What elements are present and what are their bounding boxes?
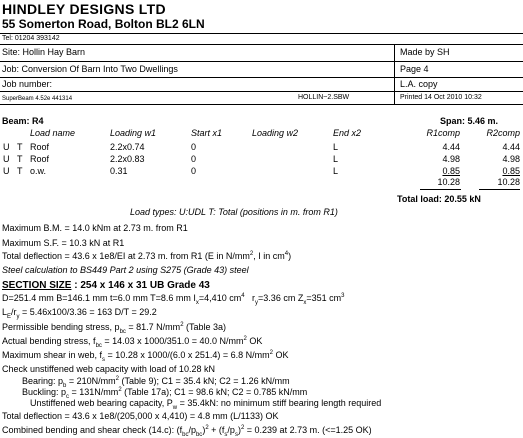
- bearing-check: Bearing: $p_b = 210N/mm^2$ (Table 9); C1 = 35.4 kN; C2 = 1.26 kN/mm: [22, 376, 290, 389]
- load-name: o.w.: [30, 166, 47, 176]
- text: = 35.4kN: no minimum stiff bearing length required: [177, 398, 382, 408]
- r2comp: 0.85: [502, 166, 520, 176]
- text: Unstiffened web bearing capacity, P: [30, 398, 173, 408]
- text: Permissible bending stress, p: [2, 322, 120, 332]
- text: = 0.239 at 2.73 m. (<=1.25 OK): [244, 425, 372, 435]
- load-type-u: U: [3, 142, 10, 152]
- r1comp: 4.44: [442, 142, 460, 152]
- total-deflection-formula: Total deflection = 43.6 x 1e8/EI at 2.73 m. from R1 (E in $N/mm^2$, I in $cm^4$): [2, 251, 292, 261]
- r1comp: 0.85: [442, 166, 460, 176]
- col-loading-w2: Loading w2: [252, 128, 299, 138]
- page-number: Page 4: [400, 64, 429, 74]
- company-tel: Tel: 01204 393142: [2, 35, 60, 42]
- loading-w1: 2.2x0.74: [110, 142, 145, 152]
- text: (Table 9); C1 = 35.4 kN; C2 = 1.26 kN/mm: [119, 376, 290, 386]
- printed-date: Printed 14 Oct 2010 10:32: [400, 94, 482, 101]
- text: =3.36 cm Z: [258, 293, 304, 303]
- beam-span: Span: 5.46 m.: [440, 116, 499, 126]
- load-types-legend: Load types: U:UDL T: Total (positions in m. from R1): [130, 207, 338, 217]
- col-end-x2: End x2: [333, 128, 362, 138]
- text: Maximum shear in web, f: [2, 350, 103, 360]
- text: L: [2, 307, 8, 317]
- total-underline: [479, 189, 520, 190]
- text: Buckling: p: [22, 387, 67, 397]
- section-size: [2, 280, 210, 291]
- col-loading-w1: Loading w1: [110, 128, 157, 138]
- text: =351 cm: [306, 293, 342, 303]
- end-x2: L: [333, 166, 339, 176]
- load-type-t: T: [17, 166, 23, 176]
- text: = 131N/mm: [69, 387, 119, 397]
- job-label: Job: Conversion Of Barn Into Two Dwellings: [2, 64, 178, 74]
- total-underline: [420, 189, 461, 190]
- text: D=251.4 mm B=146.1 mm t=6.0 mm T=8.6 mm I: [2, 293, 196, 303]
- text: OK: [272, 350, 289, 360]
- text: , I in cm: [253, 251, 285, 261]
- start-x1: 0: [191, 154, 197, 164]
- divider: [0, 44, 523, 45]
- text: Combined bending and shear check (14.c): (f: [2, 425, 183, 435]
- text: = 14.03 x 1000/351.0 = 40.0 N/mm: [101, 336, 244, 346]
- section-properties: D=251.4 mm B=146.1 mm t=6.0 mm T=8.6 mm $I_x=4,410$ $cm^4$ $r_y=3.36$ cm $Z_x=351$ $cm^3$: [2, 293, 345, 306]
- text: (Table 17a); C1 = 98.6 kN; C2 = 0.785 kN/mm: [121, 387, 308, 397]
- text: = 5.46x100/3.36 = 163 D/T = 29.2: [19, 307, 157, 317]
- text: OK: [246, 336, 263, 346]
- file-name: HOLLIN~2.SBW: [298, 94, 350, 101]
- text: Total deflection = 43.6 x 1e8/EI at 2.73 m. from R1 (E in N/mm: [2, 251, 250, 261]
- text: (Table 3a): [183, 322, 227, 332]
- col-start-x1: Start x1: [191, 128, 223, 138]
- text: = 10.28 x 1000/(6.0 x 251.4) = 6.8 N/mm: [105, 350, 270, 360]
- text: ): [288, 251, 292, 261]
- divider: [0, 77, 523, 78]
- text: ): [237, 425, 241, 435]
- load-type-t: T: [17, 154, 23, 164]
- text: =4,410 cm: [198, 293, 242, 303]
- text: = 81.7 N/mm: [125, 322, 181, 332]
- text: Bearing: p: [22, 376, 64, 386]
- text: = 210N/mm: [66, 376, 116, 386]
- load-type-t: T: [17, 142, 23, 152]
- text: /p: [227, 425, 235, 435]
- r2comp: 4.98: [502, 154, 520, 164]
- start-x1: 0: [191, 166, 197, 176]
- col-load-name: Load name: [30, 128, 76, 138]
- loading-w1: 2.2x0.83: [110, 154, 145, 164]
- r2comp: 4.44: [502, 142, 520, 152]
- web-capacity-check: Check unstiffened web capacity with load of 10.28 kN: [2, 364, 215, 374]
- load-type-u: U: [3, 166, 10, 176]
- section-label: SECTION SIZE: [2, 280, 72, 291]
- divider: [0, 33, 523, 34]
- loading-w1: 0.31: [110, 166, 128, 176]
- software-version: SuperBeam 4.52e 441314: [2, 96, 73, 102]
- company-address: 55 Somerton Road, Bolton BL2 6LN: [2, 17, 205, 31]
- divider: [0, 104, 523, 105]
- section-value: : 254 x 146 x 31 UB Grade 43: [71, 280, 210, 291]
- r1-total: 10.28: [437, 177, 460, 187]
- divider: [0, 61, 523, 62]
- max-shear-in-web: Maximum shear in web, $f_s = 10.28$ x 1000/(6.0 x 251.4) = 6.8 $N/mm^2$ OK: [2, 350, 289, 363]
- r1comp: 4.98: [442, 154, 460, 164]
- combined-check: Combined bending and shear check (14.c): $(f_{bc}/p_{bc})^2 + (f_s/p_s)^2 = 0.239$ at 2.73 m. (<=1.25 OK): [2, 425, 372, 438]
- job-number-label: Job number:: [2, 79, 53, 89]
- col-r2comp: R2comp: [486, 128, 520, 138]
- made-by: Made by SH: [400, 47, 450, 57]
- text: Actual bending stress, f: [2, 336, 96, 346]
- load-name: Roof: [30, 154, 50, 164]
- site-label: Site: Hollin Hay Barn: [2, 47, 86, 57]
- text: + (f: [208, 425, 225, 435]
- company-name: HINDLEY DESIGNS LTD: [2, 1, 166, 17]
- total-load: Total load: 20.55 kN: [397, 194, 481, 204]
- header-column-divider: [394, 44, 395, 104]
- load-type-u: U: [3, 154, 10, 164]
- max-shear-force: Maximum S.F. = 10.3 kN at R1: [2, 238, 125, 248]
- end-x2: L: [333, 154, 339, 164]
- end-x2: L: [333, 142, 339, 152]
- actual-bending-stress: Actual bending stress, $f_{bc} = 14.03$ x 1000/351.0 = 40.0 $N/mm^2$ OK: [2, 336, 263, 349]
- text: /p: [188, 425, 196, 435]
- load-name: Roof: [30, 142, 50, 152]
- copy-label: L.A. copy: [400, 79, 438, 89]
- text: ): [202, 425, 206, 435]
- permissible-bending-stress: Permissible bending stress, $p_{bc} = 81.7$ $N/mm^2$ (Table 3a): [2, 322, 227, 335]
- start-x1: 0: [191, 142, 197, 152]
- steel-calc-note: Steel calculation to BS449 Part 2 using S275 (Grade 43) steel: [2, 265, 249, 275]
- buckling-check: Buckling: $p_c = 131N/mm^2$ (Table 17a); C1 = 98.6 kN; C2 = 0.785 kN/mm: [22, 387, 308, 400]
- slenderness: $L_E/r_y = 5.46x100/3.36 = 163$ D/T = 29.2: [2, 307, 157, 320]
- total-deflection-result: Total deflection = 43.6 x 1e8/(205,000 x 4,410) = 4.8 mm (L/1133) OK: [2, 411, 279, 421]
- r2-total: 10.28: [497, 177, 520, 187]
- col-r1comp: R1comp: [426, 128, 460, 138]
- max-bending-moment: Maximum B.M. = 14.0 kNm at 2.73 m. from R1: [2, 223, 188, 233]
- unstiffened-web-capacity: Unstiffened web bearing capacity, $P_w = 35.4kN$: no minimum stiff bearing length required: [30, 398, 382, 411]
- beam-title: Beam: R4: [2, 116, 44, 126]
- divider: [0, 91, 523, 92]
